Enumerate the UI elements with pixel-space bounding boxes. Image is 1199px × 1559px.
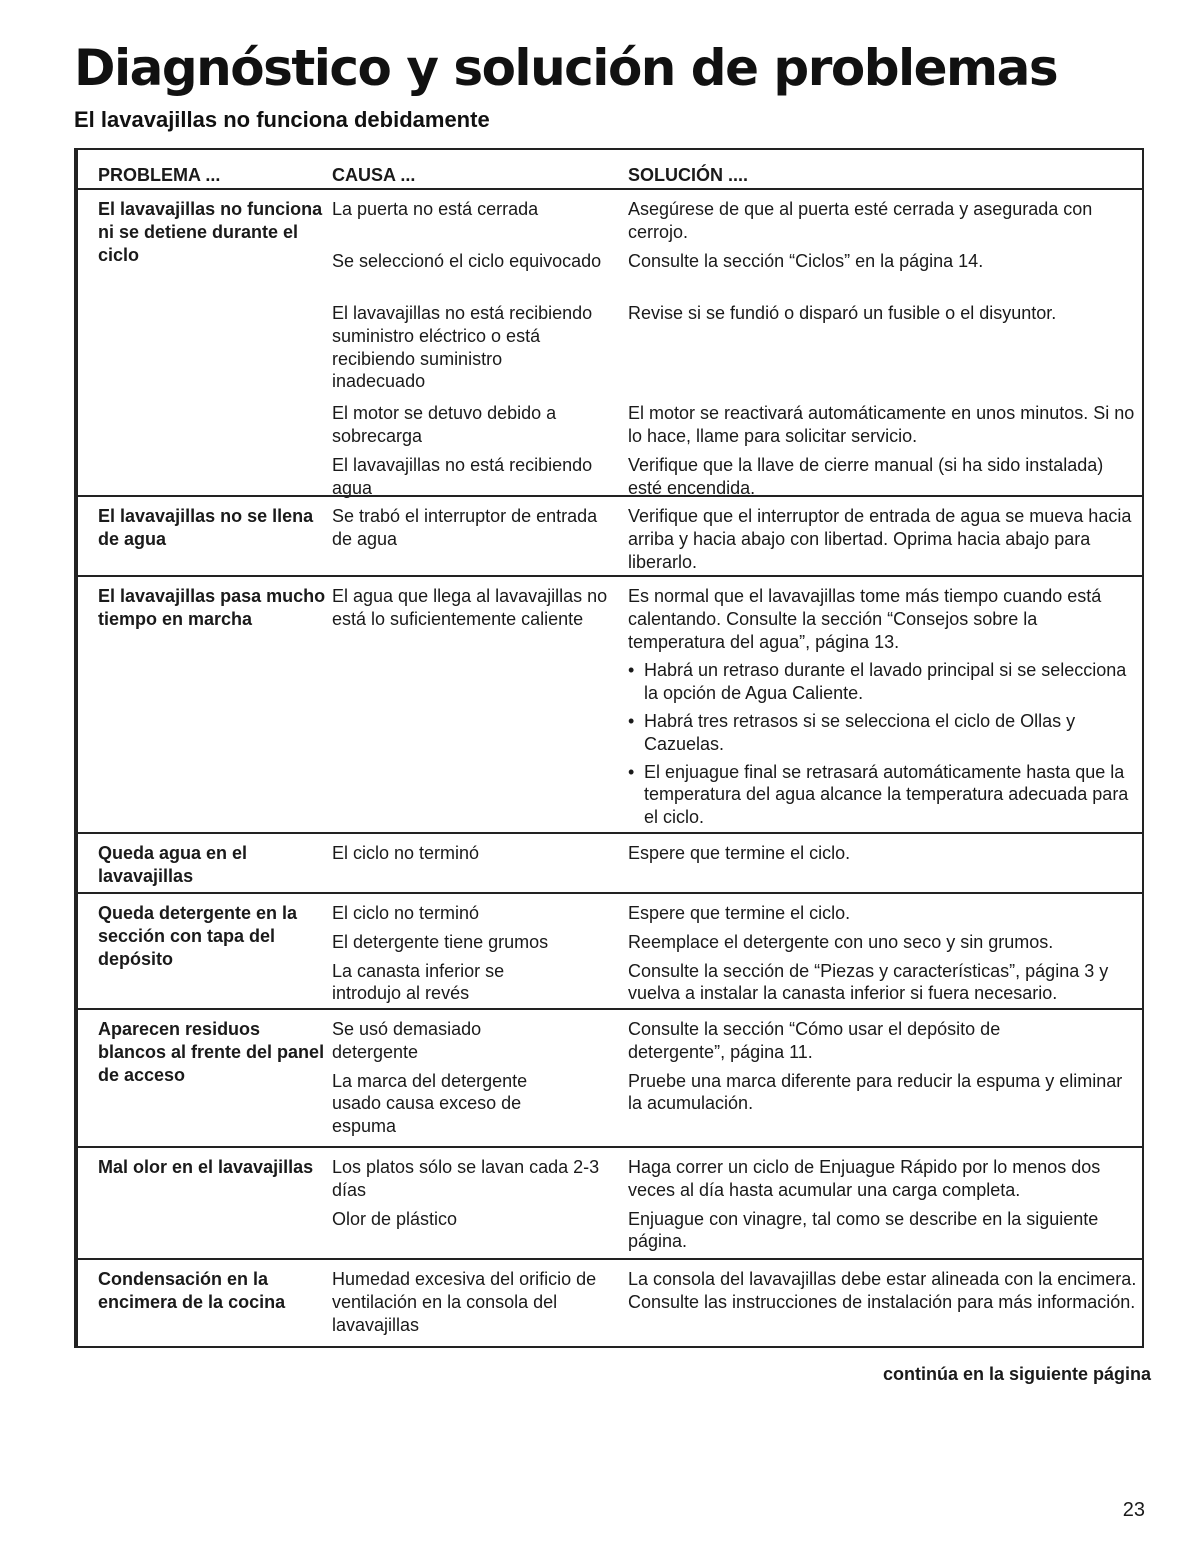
solution-text: Enjuague con vinagre, tal como se describe en la siguiente página. xyxy=(628,1208,1099,1252)
cause-cell xyxy=(332,1156,612,1236)
solution-text: Espere que termine el ciclo. xyxy=(628,843,851,863)
cause-cell xyxy=(332,1268,612,1342)
solution-cell xyxy=(628,585,1138,834)
solution-cell xyxy=(628,902,1138,1011)
cause-text: El ciclo no terminó xyxy=(332,903,480,923)
solution-text: Consulte la sección “Ciclos” en la página 14. xyxy=(628,251,984,271)
table-header xyxy=(78,150,1142,190)
cause-text: Se usó demasiado detergente xyxy=(332,1019,482,1062)
cause-text: Se seleccionó el ciclo equivocado xyxy=(332,251,602,271)
solution-text: Verifique que el interruptor de entrada de agua se mueva hacia arriba y hacia abajo con libertad. Oprima hacia abajo para liberarlo. xyxy=(628,506,1132,572)
solution-text: Verifique que la llave de cierre manual (si ha sido instalada) esté encendida. xyxy=(628,455,1104,498)
cause-text: El lavavajillas no está recibiendo agua xyxy=(332,455,593,498)
header-solution: SOLUCIÓN .... xyxy=(628,165,749,185)
solution-text: Consulte la sección de “Piezas y características”, página 3 y vuelva a instalar la canasta inferior si fuera necesario. xyxy=(628,960,1109,1004)
problem-cell: Queda detergente en la sección con tapa del depósito xyxy=(98,903,298,969)
cause-text: La puerta no está cerrada xyxy=(332,199,539,219)
problem-cell: Queda agua en el lavavajillas xyxy=(98,843,248,886)
bullet-item xyxy=(628,710,1138,756)
header-cause: CAUSA ... xyxy=(332,165,416,185)
problem-cell: Aparecen residuos blancos al frente del panel de acceso xyxy=(98,1019,325,1085)
cause-cell xyxy=(332,1018,612,1144)
solution-text: Revise si se fundió o disparó un fusible o el disyuntor. xyxy=(628,303,1057,323)
solution-text: La consola del lavavajillas debe estar alineada con la encimera. Consulte las instrucciones de instalación para más información. xyxy=(628,1269,1137,1312)
solution-text: Pruebe una marca diferente para reducir la espuma y eliminar la acumulación. xyxy=(628,1070,1123,1114)
solution-text: Reemplace el detergente con uno seco y sin grumos. xyxy=(628,931,1054,952)
table-row xyxy=(78,1146,1142,1260)
bullet-text: El enjuague final se retrasará automáticamente hasta que la temperatura del agua alcance la temperatura adecuada para el ciclo. xyxy=(644,761,1129,828)
cause-cell xyxy=(332,585,612,637)
bullet-icon: • xyxy=(628,710,635,731)
section-subtitle: El lavavajillas no funciona debidamente xyxy=(74,107,490,132)
table-row xyxy=(78,495,1142,577)
troubleshooting-table xyxy=(74,148,1144,1348)
cause-text: Humedad excesiva del orificio de ventilación en la consola del lavavajillas xyxy=(332,1269,597,1335)
problem-cell: El lavavajillas no funciona ni se detiene durante el ciclo xyxy=(98,199,323,265)
solution-cell xyxy=(628,1156,1138,1259)
solution-text: Consulte la sección “Cómo usar el depósito de detergente”, página 11. xyxy=(628,1019,1001,1062)
solution-cell xyxy=(628,842,1138,871)
bullet-item xyxy=(628,761,1138,829)
cause-text: El motor se detuvo debido a sobrecarga xyxy=(332,403,557,446)
cause-text: La canasta inferior se introdujo al revés xyxy=(332,960,505,1004)
problem-cell: El lavavajillas pasa mucho tiempo en marcha xyxy=(98,586,326,629)
problem-cell: El lavavajillas no se llena de agua xyxy=(98,506,314,549)
cause-text: El ciclo no terminó xyxy=(332,843,480,863)
cause-text: Olor de plástico xyxy=(332,1208,458,1229)
table-row xyxy=(78,575,1142,834)
bullet-icon: • xyxy=(628,660,635,681)
solution-cell xyxy=(628,1018,1138,1121)
cause-text: El lavavajillas no está recibiendo suministro eléctrico o está recibiendo suministro inadecuado xyxy=(332,303,593,392)
cause-cell xyxy=(332,842,612,871)
table-row xyxy=(78,892,1142,1010)
problem-cell: Condensación en la encimera de la cocina xyxy=(98,1269,286,1312)
cause-text: El detergente tiene grumos xyxy=(332,931,549,952)
bullet-text: Habrá un retraso durante el lavado principal si se selecciona la opción de Agua Caliente. xyxy=(644,660,1127,704)
solution-text: Espere que termine el ciclo. xyxy=(628,903,851,923)
solution-text: El motor se reactivará automáticamente en unos minutos. Si no lo hace, llame para solicitar servicio. xyxy=(628,403,1135,446)
header-problem: PROBLEMA ... xyxy=(98,165,221,185)
cause-cell xyxy=(332,902,612,1011)
page-number: 23 xyxy=(1122,1499,1145,1521)
table-row xyxy=(78,190,1142,498)
continue-note: continúa en la siguiente página xyxy=(882,1364,1151,1384)
problem-cell: Mal olor en el lavavajillas xyxy=(98,1157,314,1177)
page-title: Diagnóstico y solución de problemas xyxy=(74,39,1058,97)
solution-cell xyxy=(628,505,1138,579)
cause-cell xyxy=(332,505,612,557)
bullet-icon: • xyxy=(628,761,635,782)
solution-cell xyxy=(628,1268,1138,1320)
cause-text: Los platos sólo se lavan cada 2-3 días xyxy=(332,1157,600,1200)
solution-text: Es normal que el lavavajillas tome más tiempo cuando está calentando. Consulte la sección “Consejos sobre la temperatura del agua”, página 13. xyxy=(628,586,1102,652)
solution-text: Asegúrese de que al puerta esté cerrada y asegurada con cerrojo. xyxy=(628,199,1093,242)
bullet-text: Habrá tres retrasos si se selecciona el ciclo de Ollas y Cazuelas. xyxy=(644,710,1076,754)
table-row xyxy=(78,832,1142,894)
table-row xyxy=(78,1258,1142,1348)
solution-text: Haga correr un ciclo de Enjuague Rápido por lo menos dos veces al día hasta acumular una carga completa. xyxy=(628,1157,1101,1200)
bullet-item xyxy=(628,659,1138,705)
table-row xyxy=(78,1008,1142,1148)
cause-text: Se trabó el interruptor de entrada de agua xyxy=(332,506,598,549)
cause-text: El agua que llega al lavavajillas no está lo suficientemente caliente xyxy=(332,586,608,629)
cause-text: La marca del detergente usado causa exceso de espuma xyxy=(332,1070,528,1137)
